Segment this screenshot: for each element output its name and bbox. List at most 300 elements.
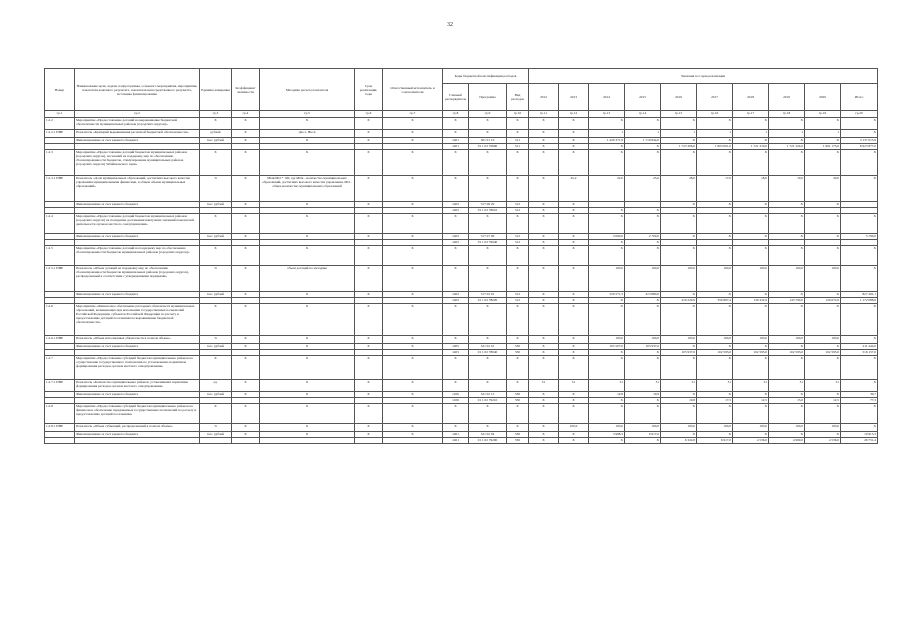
table-cell: X — [697, 118, 733, 130]
table-cell: 100,0 — [805, 336, 841, 344]
table-cell: 01 1 02 78040 — [469, 350, 507, 356]
table-row — [45, 214, 878, 234]
row-name-cell: Финансирование за счет краевого бюджета — [75, 234, 200, 240]
table-cell: X — [232, 344, 260, 350]
table-cell: X — [232, 150, 260, 176]
table-cell: X — [697, 234, 733, 240]
table-cell: X — [529, 304, 559, 336]
table-cell: 1 719 844,0 — [625, 138, 661, 144]
table-cell: 15,0 — [769, 398, 805, 404]
table-cell: X — [529, 144, 559, 150]
table-cell: X — [559, 432, 589, 438]
table-cell: X — [733, 292, 769, 298]
table-cell: 1401 — [443, 138, 469, 144]
column-number-cell: гр.1 — [45, 111, 75, 118]
table-cell: X — [355, 432, 383, 438]
table-cell: X — [507, 404, 529, 424]
program-table-container — [44, 68, 876, 444]
table-cell: X — [383, 336, 443, 344]
table-cell — [232, 438, 260, 444]
table-cell: X — [507, 424, 529, 432]
row-number-cell: 1.2.7.1 ПНР — [45, 380, 75, 392]
table-cell: X — [383, 424, 443, 432]
table-cell: X — [529, 350, 559, 356]
column-number-cell: гр.4 — [232, 111, 260, 118]
row-name-cell: Финансирование за счет краевого бюджета — [75, 292, 200, 298]
header-name: Наименование цели, задачи, подпрограммы, основного мероприятия, мероприятия, показателя конечного результата, показателя непосредственного результата, источника финансирования — [75, 69, 200, 111]
table-cell: 19,8 — [661, 398, 697, 404]
table-cell: X — [625, 304, 661, 336]
table-cell: X — [841, 404, 878, 424]
table-cell: 100,0 — [625, 266, 661, 292]
table-cell: тыс. рублей — [200, 234, 232, 240]
table-cell: X — [355, 246, 383, 266]
table-cell: X — [469, 336, 507, 344]
table-cell: тыс. рублей — [200, 202, 232, 208]
table-cell: X — [355, 176, 383, 202]
table-cell: 31 — [805, 380, 841, 392]
column-number-cell: гр.19 — [805, 111, 841, 118]
header-year: 2014 — [589, 84, 625, 111]
table-cell: X — [841, 118, 878, 130]
column-number-cell: гр.16 — [697, 111, 733, 118]
table-cell: X — [559, 392, 589, 398]
table-cell: X — [559, 304, 589, 336]
table-cell: X — [443, 424, 469, 432]
table-cell: X — [469, 380, 507, 392]
table-cell: 516 157,0 — [841, 350, 878, 356]
table-cell: 350 867,4 — [697, 298, 733, 304]
table-cell: X — [769, 404, 805, 424]
table-cell: 1402 — [443, 234, 469, 240]
row-name-cell: Мероприятие «Предоставление дотаций бюджетам муниципальных районов (городских округов) на поощрение достижения наилучших значений показателей деятельности органов местного самоуправления» — [75, 214, 200, 234]
table-cell: X — [733, 404, 769, 424]
table-cell: 01 1 02 78010 — [469, 208, 507, 214]
table-cell: 1 991 173,0 — [805, 144, 841, 150]
header-coef: Коэффициент значимости — [232, 69, 260, 111]
table-cell: X — [200, 150, 232, 176]
table-cell: 4 999,0 — [769, 438, 805, 444]
table-cell: X — [529, 246, 559, 266]
table-cell: 1 — [733, 130, 769, 138]
table-cell: % — [200, 336, 232, 344]
table-cell: X — [733, 214, 769, 234]
table-cell: 31 — [733, 380, 769, 392]
table-cell: 100,0 — [769, 424, 805, 432]
table-cell: 19,0 — [769, 176, 805, 202]
table-cell: X — [769, 138, 805, 144]
header-year: 2012 — [529, 84, 559, 111]
table-cell: 1 172 088,6 — [841, 298, 878, 304]
table-cell: X — [559, 356, 589, 380]
table-cell: 517 02 01 — [469, 292, 507, 298]
table-cell: 17,5 — [697, 398, 733, 404]
table-row — [45, 424, 878, 432]
table-cell: X — [661, 356, 697, 380]
row-number-cell: 1.2.3 — [45, 150, 75, 176]
table-cell: X — [697, 138, 733, 144]
table-cell: X — [529, 298, 559, 304]
row-name-cell: Финансирование за счет краевого бюджета — [75, 344, 200, 350]
table-cell: X — [469, 130, 507, 138]
table-cell: X — [260, 292, 355, 298]
table-cell: X — [841, 424, 878, 432]
table-cell: X — [805, 292, 841, 298]
table-cell: 102 593,0 — [733, 350, 769, 356]
table-cell: X — [697, 292, 733, 298]
table-cell: X — [232, 424, 260, 432]
table-cell: X — [697, 150, 733, 176]
table-cell: % — [200, 176, 232, 202]
table-cell: X — [769, 246, 805, 266]
table-cell: X — [625, 144, 661, 150]
table-cell: 530 — [507, 344, 529, 350]
table-row — [45, 356, 878, 380]
table-cell: X — [589, 438, 625, 444]
table-cell: 520 571,3 — [589, 292, 625, 298]
table-cell: X — [443, 214, 469, 234]
row-number-cell: 1.2.3.1 ПНР — [45, 176, 75, 202]
table-cell: X — [625, 438, 661, 444]
header-grbs: Главный распорядитель — [443, 84, 469, 111]
table-cell: 1 721 324,0 — [769, 144, 805, 150]
table-cell: 100,0 — [661, 266, 697, 292]
table-cell: X — [661, 138, 697, 144]
table-cell: X — [507, 336, 529, 344]
table-cell: X — [769, 150, 805, 176]
table-cell: 100,0 — [733, 266, 769, 292]
table-cell: X — [260, 150, 355, 176]
table-cell: 301 01 10 — [469, 138, 507, 144]
table-cell: 512 — [507, 208, 529, 214]
table-cell — [200, 438, 232, 444]
table-cell: 102 593,0 — [805, 350, 841, 356]
table-cell: X — [589, 398, 625, 404]
row-name-cell: Финансирование за счет краевого бюджета — [75, 202, 200, 208]
table-cell: 129 672,9 — [805, 298, 841, 304]
table-cell: 1106 — [443, 398, 469, 404]
table-cell: X — [383, 292, 443, 298]
table-cell: X — [355, 130, 383, 138]
table-cell: X — [529, 202, 559, 208]
column-number-cell: гр.15 — [661, 111, 697, 118]
table-cell: 25,0 — [625, 176, 661, 202]
table-cell: X — [841, 214, 878, 234]
table-cell: X — [355, 336, 383, 344]
column-number-cell: гр.9 — [469, 111, 507, 118]
table-cell: X — [383, 176, 443, 202]
table-cell: X — [769, 234, 805, 240]
table-cell: X — [841, 130, 878, 138]
table-cell: X — [232, 214, 260, 234]
table-cell: X — [589, 214, 625, 234]
table-cell: X — [529, 234, 559, 240]
column-numbers-row — [45, 111, 878, 118]
table-cell: X — [383, 380, 443, 392]
table-cell: X — [769, 304, 805, 336]
row-number-cell: 1.2.5 — [45, 246, 75, 266]
table-cell: X — [805, 202, 841, 208]
table-cell: 100,0 — [769, 336, 805, 344]
table-cell: X — [733, 118, 769, 130]
table-row — [45, 266, 878, 292]
table-cell: 530 — [507, 438, 529, 444]
table-cell: X — [529, 214, 559, 234]
row-name-cell: Финансирование за счет краевого бюджета — [75, 392, 200, 398]
table-cell: 1401 — [443, 144, 469, 150]
table-cell: X — [697, 214, 733, 234]
table-cell: X — [355, 304, 383, 336]
table-cell: X — [260, 246, 355, 266]
table-cell: X — [661, 344, 697, 350]
table-cell: X — [589, 246, 625, 266]
table-cell: 102 593,0 — [697, 350, 733, 356]
table-cell: X — [589, 144, 625, 150]
table-cell: X — [769, 356, 805, 380]
table-cell: объем дотаций по методике — [260, 266, 355, 292]
table-cell: X — [443, 356, 469, 380]
table-cell: 31 — [625, 380, 661, 392]
table-cell: 827 491,1 — [841, 292, 878, 298]
table-cell: X — [355, 356, 383, 380]
table-cell: X — [733, 202, 769, 208]
table-cell: 2 700,0 — [625, 234, 661, 240]
table-cell: % — [200, 266, 232, 292]
column-number-cell: гр.20 — [841, 111, 878, 118]
table-cell: X — [769, 432, 805, 438]
table-cell: X — [443, 266, 469, 292]
table-cell: X — [443, 130, 469, 138]
table-cell: 12,5 — [733, 398, 769, 404]
table-cell — [260, 438, 355, 444]
table-cell: 317 07 00 — [469, 234, 507, 240]
table-cell: X — [661, 118, 697, 130]
row-name-cell: Показатель «Критерий выравнивания расчетной бюджетной обеспеченности» — [75, 130, 200, 138]
table-cell: 100,0 — [589, 424, 625, 432]
row-name-cell: Мероприятие «Предоставление дотаций бюджетам муниципальных районов (городских округов), поселений на поддержку мер по обеспечению сбалансированности бюджетов, стимулирование муниципальных районов (городских округов) Забайкальского края» — [75, 150, 200, 176]
header-year: 2013 — [559, 84, 589, 111]
table-cell: X — [232, 304, 260, 336]
table-cell: X — [559, 266, 589, 292]
table-cell: 01 1 02 79040 — [469, 240, 507, 246]
table-cell: X — [841, 356, 878, 380]
table-cell: 512 — [507, 292, 529, 298]
table-cell: X — [200, 118, 232, 130]
table-cell: тыс. рублей — [200, 344, 232, 350]
table-cell: X — [355, 392, 383, 398]
table-cell: X — [589, 118, 625, 130]
table-cell: 18,0 — [733, 176, 769, 202]
table-cell: X — [469, 304, 507, 336]
table-cell: X — [232, 336, 260, 344]
table-cell: X — [529, 404, 559, 424]
table-cell: X — [733, 246, 769, 266]
row-name-cell: Мероприятие «Финансовое обеспечение расходных обязательств муниципальных образований, возникающих при исполнении государственных полномочий Российской Федерации, субъектов Российской Федерации по расчету и предоставлению дотаций поселениям на выравнивание бюджетной обеспеченности» — [75, 304, 200, 336]
table-cell: X — [383, 404, 443, 424]
table-cell: X — [529, 356, 559, 380]
row-name-cell — [75, 438, 200, 444]
table-row — [45, 438, 878, 444]
table-cell: X — [559, 138, 589, 144]
table-cell: 1401 — [443, 438, 469, 444]
table-cell: X — [383, 344, 443, 350]
table-cell: X — [383, 266, 443, 292]
table-cell: 521 02 01 — [469, 344, 507, 350]
table-cell: 530 — [507, 350, 529, 356]
table-cell: X — [661, 404, 697, 424]
column-number-cell: гр.7 — [383, 111, 443, 118]
table-cell: 1 — [769, 130, 805, 138]
table-cell: 22,0 — [589, 176, 625, 202]
table-cell: X — [805, 234, 841, 240]
table-cell: 1 — [589, 130, 625, 138]
column-number-cell: гр.5 — [260, 111, 355, 118]
table-cell: X — [559, 350, 589, 356]
row-name-cell: Показатель «Доля муниципальных образований, достигших высокого качества управления муниципальными финансами, в общем объеме муниципальных образований» — [75, 176, 200, 202]
table-cell: 1 — [805, 130, 841, 138]
header-kbk: Коды бюджетной классификации расходов — [443, 69, 529, 84]
table-cell: X — [232, 130, 260, 138]
table-cell: 105 507,0 — [589, 344, 625, 350]
table-cell: X — [625, 350, 661, 356]
table-cell: 100,0 — [697, 336, 733, 344]
table-cell: X — [589, 150, 625, 176]
table-cell: X — [355, 380, 383, 392]
table-cell: 28,0 — [661, 176, 697, 202]
table-cell: X — [841, 176, 878, 202]
table-cell: X — [507, 380, 529, 392]
table-cell: 26 731,4 — [841, 438, 878, 444]
header-deadline: Срок реализации, годы — [355, 69, 383, 111]
table-cell: X — [200, 404, 232, 424]
table-cell: 1 — [697, 130, 733, 138]
table-cell: 31 — [769, 380, 805, 392]
table-cell: X — [697, 202, 733, 208]
table-cell: 1 — [625, 130, 661, 138]
row-name-cell: Мероприятие «Предоставление субсидий бюджетам муниципальных районов на финансовое обеспечение передаваемых государственных полномочий по расчету и предоставлению дотаций поселениям» — [75, 404, 200, 424]
row-number-cell: 1.2.8 — [45, 404, 75, 424]
table-cell: X — [507, 266, 529, 292]
table-cell: X — [733, 344, 769, 350]
table-cell: X — [355, 266, 383, 292]
table-cell: X — [697, 246, 733, 266]
row-name-cell: Показатель «Объем субвенций, распределенный в полном объеме» — [75, 424, 200, 432]
table-cell: X — [469, 356, 507, 380]
table-cell: X — [232, 432, 260, 438]
table-cell: X — [383, 392, 443, 398]
table-cell: X — [625, 404, 661, 424]
table-cell: X — [559, 144, 589, 150]
table-cell: X — [805, 138, 841, 144]
table-cell: X — [260, 380, 355, 392]
table-cell: X — [355, 138, 383, 144]
table-cell: X — [355, 344, 383, 350]
table-cell: 19,9 — [625, 392, 661, 398]
table-cell: X — [529, 176, 559, 202]
table-cell: 3 137 615,9 — [841, 138, 878, 144]
table-cell: X — [805, 150, 841, 176]
table-cell: 17,0 — [697, 176, 733, 202]
table-cell: 10 915,3 — [841, 432, 878, 438]
table-cell: X — [529, 118, 559, 130]
table-cell: X — [625, 356, 661, 380]
table-cell: X — [383, 246, 443, 266]
table-cell: X — [507, 130, 529, 138]
table-cell: тыс. рублей — [200, 292, 232, 298]
column-number-cell: гр.14 — [625, 111, 661, 118]
table-cell: X — [443, 246, 469, 266]
column-number-cell: гр.12 — [559, 111, 589, 118]
column-number-cell: гр.17 — [733, 111, 769, 118]
table-cell: X — [383, 150, 443, 176]
table-cell: 100,0 — [805, 266, 841, 292]
table-cell: X — [507, 118, 529, 130]
table-cell: X — [443, 118, 469, 130]
table-cell: X — [805, 304, 841, 336]
table-cell: X — [383, 356, 443, 380]
table-cell: X — [841, 304, 878, 336]
table-cell: тыс. рублей — [200, 432, 232, 438]
table-cell: X — [469, 214, 507, 234]
table-cell: X — [661, 304, 697, 336]
table-cell: X — [232, 292, 260, 298]
table-cell: X — [625, 214, 661, 234]
table-cell: X — [260, 138, 355, 144]
table-cell: X — [841, 336, 878, 344]
table-cell: X — [383, 304, 443, 336]
table-cell: 20,0 — [805, 176, 841, 202]
table-cell: 100,0 — [625, 336, 661, 344]
header-total: Итого — [841, 84, 878, 111]
table-cell: 6 917,0 — [625, 432, 661, 438]
table-cell: X — [383, 432, 443, 438]
table-cell: X — [383, 130, 443, 138]
header-responsible: Ответственный исполнитель и соисполнители — [383, 69, 443, 111]
table-cell: 521 02 15 — [469, 392, 507, 398]
table-cell: 512 — [507, 298, 529, 304]
table-cell: X — [260, 304, 355, 336]
header-method: Методика расчета показателя — [260, 69, 355, 111]
table-cell: 01 1 02 78020 — [469, 298, 507, 304]
table-cell: X — [469, 246, 507, 266]
table-cell: X — [589, 356, 625, 380]
table-cell: 512 — [507, 202, 529, 208]
table-cell: X — [507, 176, 529, 202]
table-cell: X — [469, 150, 507, 176]
table-cell: X — [232, 202, 260, 208]
table-cell: 317 06 20 — [469, 202, 507, 208]
table-cell: X — [355, 292, 383, 298]
table-cell: X — [529, 438, 559, 444]
table-cell: X — [507, 150, 529, 176]
table-cell: X — [697, 432, 733, 438]
table-row — [45, 246, 878, 266]
table-cell: X — [625, 398, 661, 404]
table-cell: X — [232, 118, 260, 130]
table-cell: X — [559, 130, 589, 138]
table-cell: X — [232, 356, 260, 380]
table-cell: X — [443, 176, 469, 202]
table-cell: X — [529, 266, 559, 292]
table-cell: 211 444,0 — [841, 344, 878, 350]
table-cell: 1402 — [443, 298, 469, 304]
row-number-cell: 1.2.2 — [45, 118, 75, 130]
table-cell: X — [733, 356, 769, 380]
table-cell: X — [507, 356, 529, 380]
table-cell: X — [805, 432, 841, 438]
column-number-cell: гр.8 — [443, 111, 469, 118]
table-cell: X — [355, 234, 383, 240]
